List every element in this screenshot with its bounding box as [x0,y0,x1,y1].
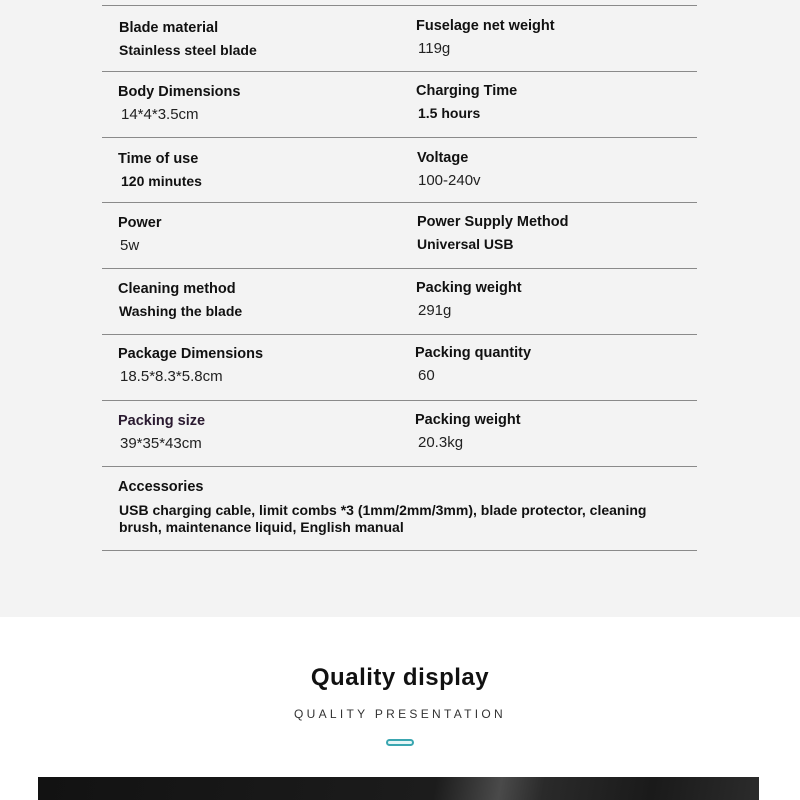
row-divider [102,400,697,401]
spec-label: Fuselage net weight [416,18,555,34]
row-divider [102,71,697,72]
spec-label: Package Dimensions [118,346,264,362]
spec-label: Packing weight [416,280,522,296]
row-divider [102,268,697,269]
spec-label: Body Dimensions [118,84,241,100]
spec-value: 5w [120,237,140,254]
spec-accessories [118,479,689,536]
row-divider [102,5,697,6]
spec-label: Accessories [118,479,204,495]
spec-power-supply-method [417,214,568,253]
spec-label: Cleaning method [118,281,236,297]
section-title: Quality display [310,664,490,691]
spec-packing-weight [416,280,522,320]
spec-blade-material [119,20,257,59]
row-divider [102,466,697,467]
spec-label: Voltage [417,150,469,166]
spec-label: Power Supply Method [417,214,569,230]
row-divider [102,334,697,335]
spec-value: 119g [418,40,451,57]
spec-cleaning-method [118,281,242,320]
spec-value: Stainless steel blade [119,42,257,58]
row-divider [102,550,697,551]
spec-charging-time [416,83,517,122]
spec-label: Power [118,215,162,231]
spec-value: 100-240v [418,172,481,189]
spec-value: USB charging cable, limit combs *3 (1mm/2mm/3mm), blade protector, cleaning brush, maintenance liquid, English manual [119,502,647,535]
spec-package-dimensions [118,346,263,386]
spec-fuselage-net-weight [416,18,555,58]
spec-value: 1.5 hours [418,105,481,121]
spec-packing-quantity [415,345,531,385]
row-divider [102,137,697,138]
spec-value: 291g [418,302,452,319]
quality-display-section [0,617,800,800]
spec-value: 60 [418,367,435,384]
row-divider [102,202,697,203]
spec-packing-weight-carton [415,412,521,452]
spec-value: Washing the blade [119,303,243,319]
spec-label: Packing size [118,413,206,429]
spec-value: Universal USB [417,236,514,252]
spec-label: Packing quantity [415,345,532,361]
spec-value: 39*35*43cm [120,435,202,452]
spec-value: 18.5*8.3*5.8cm [120,368,223,385]
spec-packing-size [118,413,205,453]
section-subtitle: QUALITY PRESENTATION [293,707,507,721]
spec-label: Packing weight [415,412,521,428]
spec-value: 20.3kg [418,434,464,451]
spec-label: Blade material [119,20,219,36]
spec-power [118,215,162,255]
spec-value: 14*4*3.5cm [121,106,199,123]
spec-body-dimensions [118,84,240,124]
accent-divider [386,739,414,746]
spec-label: Time of use [118,151,199,167]
spec-value: 120 minutes [121,173,202,189]
spec-time-of-use [118,151,202,190]
spec-voltage [417,150,481,190]
spec-label: Charging Time [416,83,518,99]
product-image [38,777,759,800]
